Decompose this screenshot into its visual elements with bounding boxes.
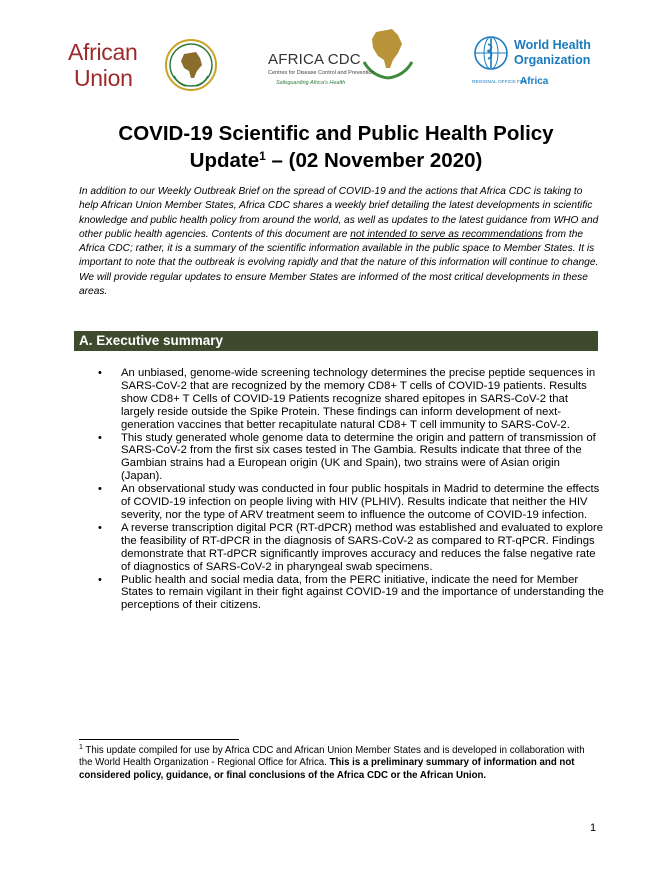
cdc-logo-title: AFRICA CDC — [268, 51, 361, 68]
cdc-logo-tagline: Safeguarding Africa's Health — [276, 80, 346, 86]
intro-paragraph — [79, 185, 599, 299]
footnote — [79, 745, 595, 782]
footnote-text: This update compiled for use by Africa CDC and African Union Member States and is developed in collaboration with the World Health Organization - Regional Office for Africa. — [79, 745, 585, 769]
who-logo-text-line2: Organization — [514, 53, 591, 67]
title-line2-date: – (02 November 2020) — [265, 149, 483, 172]
list-item: • An unbiased, genome-wide screening technology determines the precise peptide sequences in SARS-CoV-2 that are recognized by the memory CD8+ T cells of COVID-19 patients. Results show CD8+ T Cells of COVID-19 Patients recognize shared epitopes in SARS-CoV-2 that largely reside outside the Spike Protein. These findings can inform development of next-generation vaccines that better recapitulate natural CD8+ T cell immunity to SARS-CoV-2. — [96, 367, 604, 432]
who-logo-region: REGIONAL OFFICE FOR — [472, 80, 527, 85]
title-line2-prefix: Update — [189, 149, 260, 172]
list-item: • This study generated whole genome data to determine the origin and pattern of transmission of SARS-CoV-2 from the first six cases tested in The Gambia. Results indicate that three of the Gambian strains had a European origin (UK and Spain), two strains were of Asian origin (Japan). — [96, 432, 604, 484]
section-heading-executive-summary: A. Executive summary — [74, 331, 598, 351]
who-logo — [472, 34, 602, 94]
who-emblem-icon — [472, 34, 510, 72]
who-logo-text-line1: World Health — [514, 38, 591, 52]
document-title — [60, 120, 612, 174]
au-logo-text-line1: African — [68, 39, 138, 65]
executive-summary-list — [96, 367, 604, 612]
africa-cdc-logo — [262, 26, 432, 98]
intro-underlined-text: not intended to serve as recommendations — [350, 228, 543, 240]
page-number: 1 — [590, 822, 597, 834]
intro-text-part2: from the Africa CDC; rather, it is a summary of the scientific information available in the public space to Member States. It is important to note that the outbreak is evolving rapidly and that the nature of this information will continue to change. We will provide regular updates to ensure Member States are informed of the most critical developments in these areas. — [79, 228, 599, 298]
footnote-divider — [79, 739, 239, 740]
au-logo-text-line2: Union — [74, 65, 133, 91]
cdc-logo-subtitle: Centres for Disease Control and Prevention — [268, 70, 375, 76]
list-item: • Public health and social media data, from the PERC initiative, indicate the need for Member States to remain vigilant in their fight against COVID-19 and the importance of understanding the perceptions of their citizens. — [96, 574, 604, 613]
intro-text-part1: In addition to our Weekly Outbreak Brief on the spread of COVID-19 and the actions that Africa CDC is taking to help African Union Member States, Africa CDC shares a weekly brief detailing the latest developments in scientific knowledge and public health policy from around the world, as well as updates to the latest guidance from WHO and other public health agencies. Contents of this document are — [79, 186, 599, 240]
who-logo-africa: Africa — [520, 76, 549, 87]
footnote-marker: 1 — [79, 744, 83, 751]
footnote-bold-text: This is a preliminary summary of information and not considered policy, guidance, or final conclusions of the Africa CDC or the African Union. — [79, 757, 575, 781]
footnote-reference[interactable]: 1 — [259, 149, 266, 163]
african-union-logo — [68, 34, 208, 98]
title-line1: COVID-19 Scientific and Public Health Policy — [118, 122, 554, 145]
list-item: • An observational study was conducted in four public hospitals in Madrid to determine the effects of COVID-19 infection on people living with HIV (PLHIV). Results indicate that neither the HIV severity, nor the type of ARV treatment seem to influence the outcome of COVID-19 infection. — [96, 483, 604, 522]
list-item: • A reverse transcription digital PCR (RT-dPCR) method was established and evaluated to explore the feasibility of RT-dPCR in the diagnosis of SARS-CoV-2 as compared to RT-qPCR. Findings demonstrate that RT-dPCR significantly improves accuracy and reduces the false negative rate of diagnostics of SARS-CoV-2 in pharyngeal swab specimens. — [96, 522, 604, 574]
african-union-emblem-icon — [164, 38, 218, 92]
